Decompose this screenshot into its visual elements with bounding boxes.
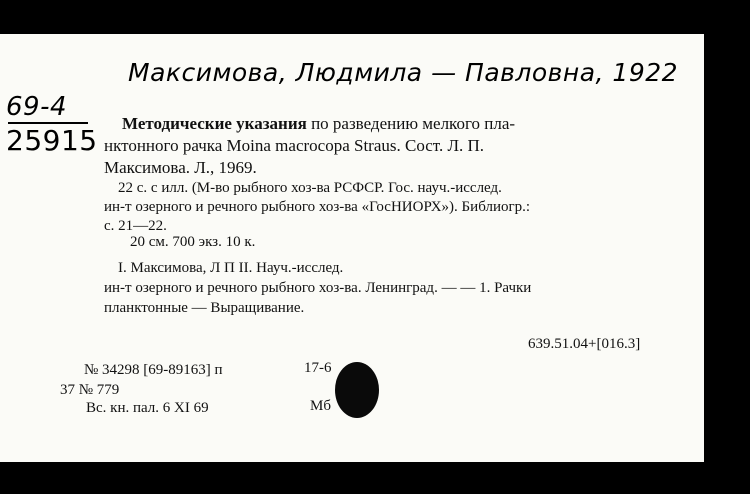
registration-line-1: № 34298 [69-89163] п (84, 362, 223, 378)
title-bold: Методические указания (122, 114, 307, 133)
title-line-3: Максимова. Л., 1969. (104, 158, 257, 177)
title-rest: по разведению мелкого пла- (311, 114, 516, 133)
scan-border-bottom (0, 462, 750, 494)
title-line-2: нктонного рачка Moina macrocopa Straus. Сост. Л. П. (104, 136, 485, 155)
ink-stamp-blot (335, 362, 379, 418)
call-number-top: 69-4 (6, 92, 68, 122)
registration-line-1-right: 17-6 (304, 360, 332, 376)
title-line-1 (122, 114, 515, 134)
call-number-bottom: 25915 (6, 124, 98, 157)
classification-number: 639.51.04+[016.3] (528, 336, 641, 352)
scan-border-top (0, 0, 750, 34)
registration-line-3: Вс. кн. пал. 6 XI 69 (86, 400, 209, 416)
description-line-1: 22 с. с илл. (М-во рыбного хоз-ва РСФСР. Гос. науч.-исслед. (118, 180, 502, 196)
registration-line-2: 37 № 779 (60, 382, 120, 398)
scan-border-right (704, 0, 750, 494)
tracing-line-2: ин-т озерного и речного рыбного хоз-ва. Ленинград. — — 1. Рачки (104, 280, 532, 296)
description-line-3: с. 21—22. (104, 218, 167, 234)
handwritten-author: Максимова, Людмила — Павловна, 1922 (128, 58, 679, 87)
tracing-line-3: планктонные — Выращивание. (104, 300, 305, 316)
registration-line-3-right: Мб (310, 398, 331, 414)
description-line-2: ин-т озерного и речного рыбного хоз-ва «ГосНИОРХ»). Библиогр.: (104, 199, 531, 215)
tracing-line-1: I. Максимова, Л П II. Науч.-исслед. (118, 260, 344, 276)
description-line-4: 20 см. 700 экз. 10 к. (130, 234, 256, 250)
